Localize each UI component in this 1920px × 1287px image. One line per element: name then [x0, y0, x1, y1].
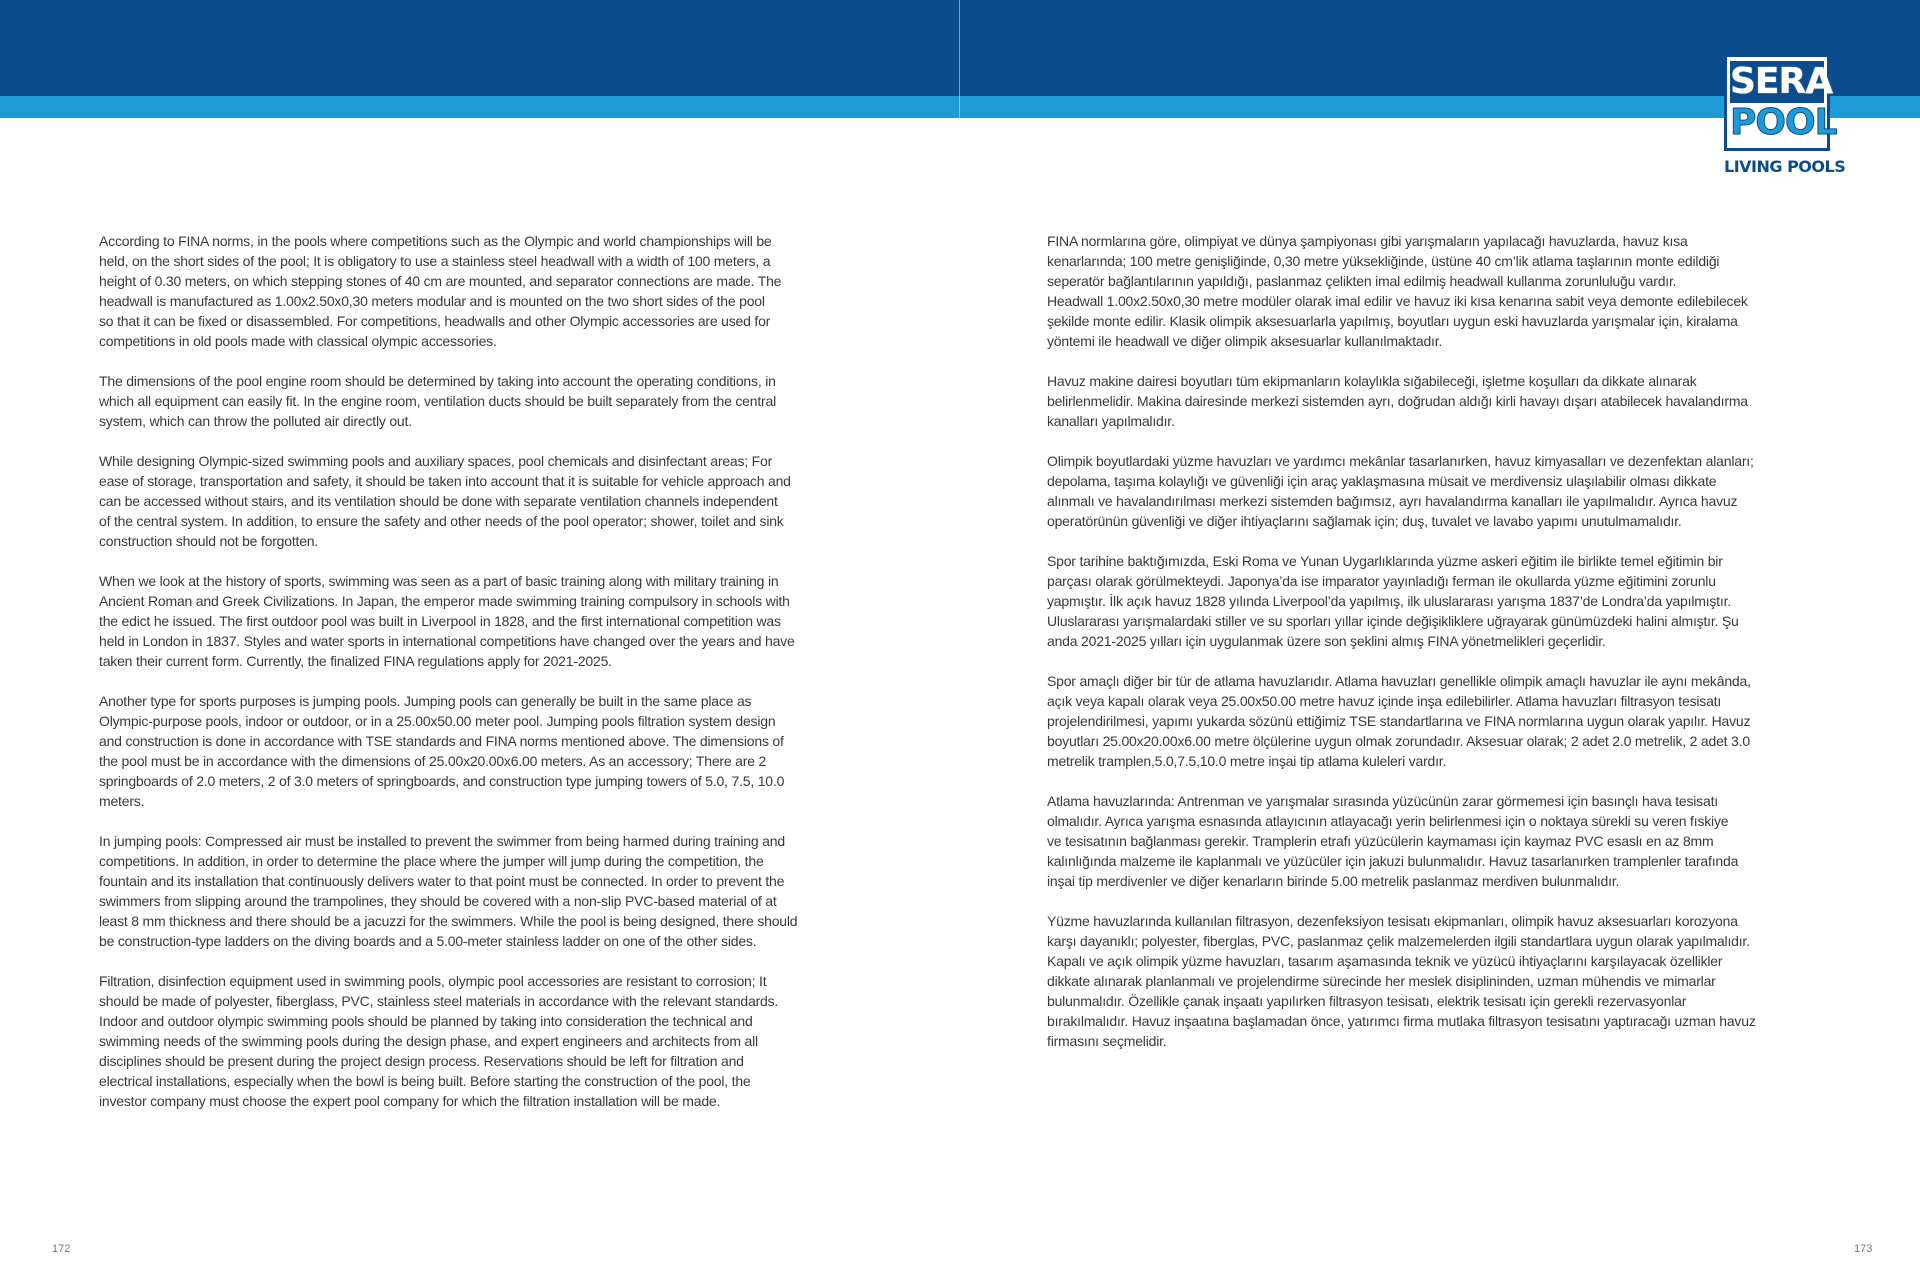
right-paragraph: FINA normlarına göre, olimpiyat ve dünya şampiyonası gibi yarışmaların yapılacağı havuzlarda, havuz kısa kenarlarında; 100 metre genişliğinde, 0,30 metre yüksekliğinde, üstüne 40 cm’lik atlama taşlarının monte edildiği seperatör bağlantılarının yapıldığı, paslanmaz çelikten imal edilmiş headwall kullanma zorunluluğu vardır. Headwall 1.00x2.50x0,30 metre modüler olarak imal edilir ve havuz iki kısa kenarına sabit veya demonte edilebilecek şekilde monte edilir. Klasik olimpik aksesuarlarla yapılmış, boyutları uygun eski havuzlarda yarışmalar için, kiralama yöntemi ile headwall ve diğer olimpik aksesuarlar kullanılmaktadır.: [1047, 233, 1748, 349]
right-paragraph: Yüzme havuzlarında kullanılan filtrasyon, dezenfeksiyon tesisatı ekipmanları, olimpik havuz aksesuarları korozyona karşı dayanıklı; polyester, fiberglas, PVC, paslanmaz çelik malzemelerden ilgili standartlara uygun olarak yapılmalıdır. Kapalı ve açık olimpik yüzme havuzları, tasarım aşamasında teknik ve yüzücü ihtiyaçlarını karşılayacak özellikler dikkate alınarak planlanmalı ve projelendirme sürecinde her meslek disiplininden, uzman mühendis ve mimarlar bulunmalıdır. Özellikle çanak inşaatı yapılırken filtrasyon tesisatı, elektrik tesisatı için gerekli rezervasyonlar bırakılmalıdır. Havuz inşaatına başlamadan önce, yatırımcı firma mutlaka filtrasyon tesisatını yaptıracağı uzman havuz firmasını seçmelidir.: [1047, 913, 1756, 1049]
sera-pool-logo: [1724, 54, 1846, 176]
right-paragraph: Olimpik boyutlardaki yüzme havuzları ve yardımcı mekânlar tasarlanırken, havuz kimyasalları ve dezenfektan alanları; depolama, taşıma kolaylığı ve güvenliği için araç yaklaşmasına müsait ve merdivensiz ulaşılabilir olması dikkate alınmalı ve havalandırılması merkezi sistemden bağımsız, ayrı havalandırma kanalları ile yapılmalıdır. Ayrıca havuz operatörünün güvenliği ve diğer ihtiyaçlarını sağlamak için; duş, tuvalet ve lavabo yapımı unutulmamalıdır.: [1047, 453, 1754, 529]
logo-tagline: LIVING POOLS: [1724, 157, 1846, 176]
left-paragraph: Filtration, disinfection equipment used in swimming pools, olympic pool accessories are resistant to corrosion; It should be made of polyester, fiberglass, PVC, stainless steel materials in accordance with the relevant standards. Indoor and outdoor olympic swimming pools should be planned by taking into consideration the technical and swimming needs of the swimming pools during the design phase, and expert engineers and architects from all disciplines should be present during the project design process. Reservations should be left for filtration and electrical installations, especially when the bowl is being built. Before starting the construction of the pool, the investor company must choose the expert pool company for which the filtration installation will be made.: [99, 973, 779, 1109]
left-paragraph: In jumping pools: Compressed air must be installed to prevent the swimmer from being harmed during training and competitions. In addition, in order to determine the place where the jumper will jump during the competition, the fountain and its installation that continuously delivers water to that point must be connected. In order to prevent the swimmers from slipping around the trampolines, they should be covered with a non-slip PVC-based material of at least 8 mm thickness and there should be a jacuzzi for the swimmers. While the pool is being designed, there should be construction-type ladders on the diving boards and a 5.00-meter stainless ladder on one of the other sides.: [99, 833, 798, 949]
left-paragraph: The dimensions of the pool engine room should be determined by taking into account the operating conditions, in which all equipment can easily fit. In the engine room, ventilation ducts should be built separately from the central system, which can throw the polluted air directly out.: [99, 373, 776, 429]
right-paragraph: Spor tarihine baktığımızda, Eski Roma ve Yunan Uygarlıklarında yüzme askeri eğitim ile birlikte temel eğitimin bir parçası olarak görülmekteydi. Japonya’da ise imparator yayınladığı ferman ile okullarda yüzme eğitimini zorunlu yapmıştır. İlk açık havuz 1828 yılında Liverpool’da yapılmış, ilk uluslararası yarışma 1837’de Londra’da yapılmıştır. Uluslararası yarışmalardaki stiller ve su sporları yıllar içinde değişikliklere uğrayarak günümüzdeki halini almıştır. Şu anda 2021-2025 yılları için uygulanmak üzere son şeklini almış FINA yönetmelikleri geçerlidir.: [1047, 553, 1739, 649]
left-paragraph: According to FINA norms, in the pools where competitions such as the Olympic and world championships will be held, on the short sides of the pool; It is obligatory to use a stainless steel headwall with a width of 100 meters, a height of 0.30 meters, on which stepping stones of 40 cm are mounted, and separator connections are made. The headwall is manufactured as 1.00x2.50x0,30 meters modular and is mounted on the two short sides of the pool so that it can be fixed or disassembled. For competitions, headwalls and other Olympic accessories are used for competitions in old pools made with classical olympic accessories.: [99, 233, 782, 349]
left-paragraph: When we look at the history of sports, swimming was seen as a part of basic training along with military training in Ancient Roman and Greek Civilizations. In Japan, the emperor made swimming training compulsory in schools with the edict he issued. The first outdoor pool was built in Liverpool in 1828, and the first international competition was held in London in 1837. Styles and water sports in international competitions have changed over the years and have taken their current form. Currently, the finalized FINA regulations apply for 2021-2025.: [99, 573, 795, 669]
page-number-right: 173: [1854, 1243, 1873, 1255]
page-gutter: [959, 0, 960, 118]
left-page-text: [99, 231, 861, 1131]
right-paragraph: Atlama havuzlarında: Antrenman ve yarışmalar sırasında yüzücünün zarar görmemesi için basınçlı hava tesisatı olmalıdır. Ayrıca yarışma esnasında atlayıcının atlayacağı yerin belirlenmesi için o noktaya sürekli su veren fıskiye ve tesisatının bağlanması gerekir. Tramplerin etrafı yüzücülerin kaymaması için kaymaz PVC esaslı en az 8mm kalınlığında malzeme ile kaplanmalı ve yüzücüler için jakuzi bulunmalıdır. Havuz tasarlanırken tramplenler tarafında inşai tip merdivenler ve diğer kenarların birinde 5.00 metrelik paslanmaz merdiven bulunmalıdır.: [1047, 793, 1739, 889]
logo-sera-text: SERA: [1730, 61, 1833, 102]
right-paragraph: Spor amaçlı diğer bir tür de atlama havuzlarıdır. Atlama havuzları genellikle olimpik amaçlı havuzlar ile aynı mekânda, açık veya kapalı olarak veya 25.00x50.00 metre havuz içinde inşa edilebilirler. Atlama havuzları filtrasyon tesisatı projelendirilmesi, yapımı yukarda sözünü ettiğimiz TSE standartlarına ve FINA normlarına uygun olarak yapılır. Havuz boyutları 25.00x20.00x6.00 metre ölçülerine uygun olmak zorundadır. Aksesuar olarak; 2 adet 2.0 metrelik, 2 adet 3.0 metrelik tramplen,5.0,7.5,10.0 metre inşai tip atlama kuleleri vardır.: [1047, 673, 1751, 769]
header-band-light: [0, 96, 1920, 118]
right-page-text: [1047, 231, 1824, 1071]
left-paragraph: Another type for sports purposes is jumping pools. Jumping pools can generally be built in the same place as Olympic-purpose pools, indoor or outdoor, or in a 25.00x50.00 meter pool. Jumping pools filtration system design and construction is done in accordance with TSE standards and FINA norms mentioned above. The dimensions of the pool must be in accordance with the dimensions of 25.00x20.00x6.00 meters. As an accessory; There are 2 springboards of 2.0 meters, 2 of 3.0 meters of springboards, and construction type jumping towers of 5.0, 7.5, 10.0 meters.: [99, 693, 785, 809]
header-band-dark: [0, 0, 1920, 96]
logo-pool-text: POOL: [1730, 102, 1837, 143]
left-paragraph: While designing Olympic-sized swimming pools and auxiliary spaces, pool chemicals and disinfectant areas; For ease of storage, transportation and safety, it should be taken into account that it is suitable for vehicle approach and can be accessed without stairs, and its ventilation should be done with separate ventilation channels independent of the central system. In addition, to ensure the safety and other needs of the pool operator; shower, toilet and sink construction should not be forgotten.: [99, 453, 791, 549]
right-paragraph: Havuz makine dairesi boyutları tüm ekipmanların kolaylıkla sığabileceği, işletme koşulları da dikkate alınarak belirlenmelidir. Makina dairesinde merkezi sistemden ayrı, doğrudan aldığı kirli havayı dışarı atabilecek havalandırma kanalları yapılmalıdır.: [1047, 373, 1748, 429]
logo-box: [1724, 54, 1837, 151]
page-number-left: 172: [52, 1243, 71, 1255]
